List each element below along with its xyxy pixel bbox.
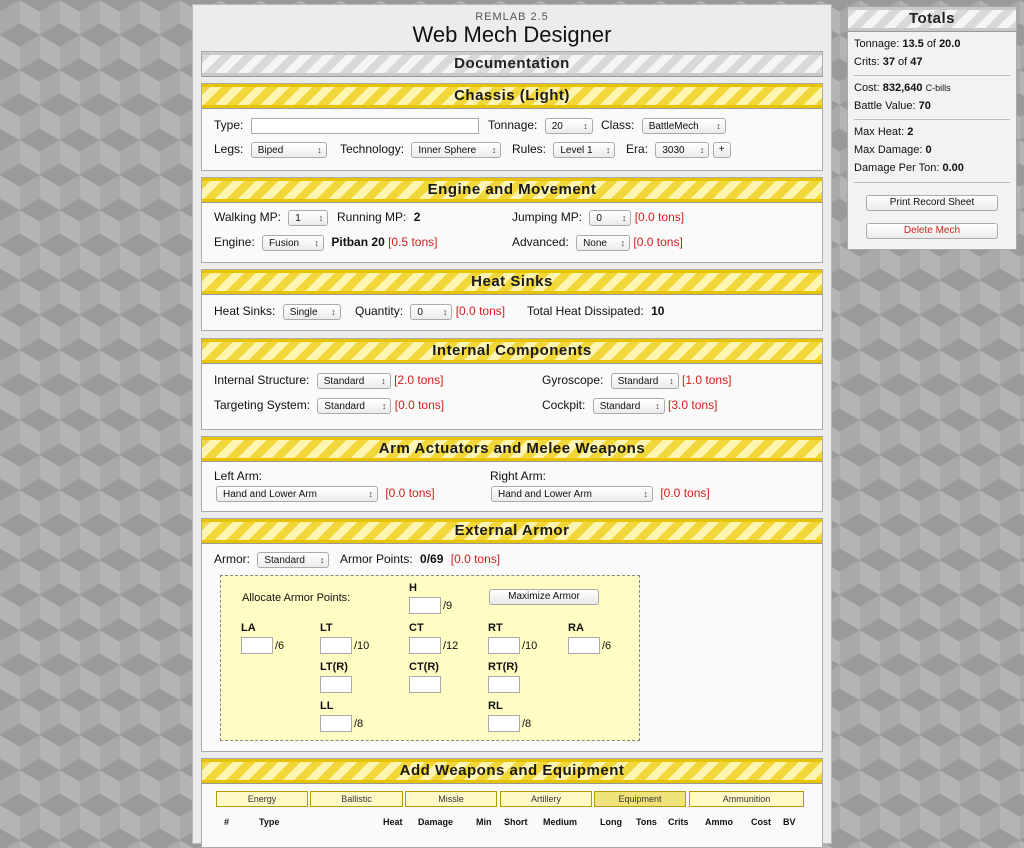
structure-select[interactable]: Standard ↕ bbox=[317, 373, 391, 389]
engine-section bbox=[201, 177, 823, 263]
armor-type-select[interactable]: Standard ↕ bbox=[257, 552, 329, 568]
totals-bv-value: 70 bbox=[918, 100, 931, 112]
col-long: Long bbox=[600, 817, 622, 827]
heatsink-qty-label: Quantity: bbox=[355, 304, 404, 319]
col-tons: Tons bbox=[636, 817, 657, 827]
technology-row bbox=[340, 142, 501, 158]
era-label: Era: bbox=[626, 142, 649, 157]
col-short: Short bbox=[504, 817, 528, 827]
armor-loc-ra bbox=[568, 622, 611, 654]
totals-dpt bbox=[854, 162, 964, 174]
allocate-label: Allocate Armor Points: bbox=[242, 592, 351, 604]
col-type: Type bbox=[259, 817, 280, 827]
right-arm-tons: [0.0 tons] bbox=[660, 486, 710, 501]
tab-artillery[interactable]: Artillery bbox=[500, 791, 592, 807]
armor-loc-ll-label: LL bbox=[320, 700, 334, 712]
app-version: REMLAB 2.5 bbox=[475, 11, 549, 23]
armor-allocation-panel bbox=[220, 575, 640, 741]
armor-loc-rt-label: RT bbox=[488, 622, 503, 634]
walking-select[interactable]: 1 ↕ bbox=[288, 210, 328, 226]
totals-crits-max: 47 bbox=[910, 56, 923, 68]
totals-divider bbox=[854, 75, 1010, 76]
totals-maxheat-value: 2 bbox=[907, 126, 914, 138]
totals-cost-label: Cost: bbox=[854, 82, 880, 94]
armor-rtr-input[interactable] bbox=[488, 676, 520, 693]
legs-row bbox=[214, 142, 327, 158]
era-add-button[interactable]: + bbox=[713, 142, 731, 158]
engine-select[interactable]: Fusion ↕ bbox=[262, 235, 324, 251]
armor-loc-rtr-label: RT(R) bbox=[488, 661, 518, 673]
armor-ll-max: /8 bbox=[354, 717, 364, 730]
targeting-label: Targeting System: bbox=[214, 398, 311, 413]
tonnage-select[interactable]: 20 ↕ bbox=[545, 118, 593, 134]
walking-label: Walking MP: bbox=[214, 210, 281, 225]
armor-points-value: 0/69 bbox=[420, 552, 444, 566]
totals-crits-label: Crits: bbox=[854, 56, 880, 68]
jumping-label: Jumping MP: bbox=[512, 210, 583, 225]
structure-row bbox=[214, 373, 443, 389]
running-row bbox=[337, 210, 420, 224]
armor-lt-input[interactable] bbox=[320, 637, 352, 654]
col-damage: Damage bbox=[418, 817, 454, 827]
tonnage-label: Tonnage: bbox=[488, 118, 538, 133]
armor-loc-ltr-label: LT(R) bbox=[320, 661, 348, 673]
armor-loc-lt bbox=[320, 622, 369, 654]
armor-loc-ctr-label: CT(R) bbox=[409, 661, 439, 673]
running-label: Running MP: bbox=[337, 210, 407, 224]
armor-type-label: Armor: bbox=[214, 552, 250, 567]
right-arm-label: Right Arm: bbox=[490, 469, 547, 483]
technology-select[interactable]: Inner Sphere ↕ bbox=[411, 142, 501, 158]
armor-title: External Armor bbox=[202, 519, 822, 544]
jumping-select[interactable]: 0 ↕ bbox=[589, 210, 631, 226]
cockpit-row bbox=[542, 398, 717, 414]
armor-ra-input[interactable] bbox=[568, 637, 600, 654]
left-arm-select[interactable]: Hand and Lower Arm ↕ bbox=[216, 486, 378, 502]
heatsink-type-label: Heat Sinks: bbox=[214, 304, 276, 319]
totals-bv-label: Battle Value: bbox=[854, 100, 916, 112]
armor-ltr-input[interactable] bbox=[320, 676, 352, 693]
armor-lt-max: /10 bbox=[354, 639, 370, 652]
totals-tonnage-of: of bbox=[926, 38, 936, 50]
legs-select[interactable]: Biped ↕ bbox=[251, 142, 327, 158]
tab-ammunition[interactable]: Ammunition bbox=[689, 791, 804, 807]
tonnage-row bbox=[488, 118, 593, 134]
type-input[interactable] bbox=[251, 118, 479, 134]
armor-rl-max: /8 bbox=[522, 717, 532, 730]
cockpit-label: Cockpit: bbox=[542, 398, 586, 413]
arms-title: Arm Actuators and Melee Weapons bbox=[202, 437, 822, 462]
totals-maxdmg bbox=[854, 144, 932, 156]
totals-cost bbox=[854, 82, 951, 94]
armor-loc-ll bbox=[320, 700, 363, 732]
legs-label: Legs: bbox=[214, 142, 244, 157]
heatsink-qty-select[interactable]: 0 ↕ bbox=[410, 304, 452, 320]
jumping-row bbox=[512, 210, 684, 226]
col-crits: Crits bbox=[668, 817, 689, 827]
left-arm-tons: [0.0 tons] bbox=[385, 486, 435, 501]
targeting-row bbox=[214, 398, 444, 414]
armor-type-row bbox=[214, 552, 329, 568]
armor-ll-input[interactable] bbox=[320, 715, 352, 732]
app-title: Web Mech Designer bbox=[412, 22, 612, 47]
totals-tonnage-label: Tonnage: bbox=[854, 38, 900, 50]
armor-points-label: Armor Points: bbox=[340, 552, 413, 566]
totals-crits bbox=[854, 56, 923, 68]
totals-bv bbox=[854, 100, 931, 112]
armor-loc-rt bbox=[488, 622, 537, 654]
tab-equipment[interactable]: Equipment bbox=[594, 791, 686, 807]
col-heat: Heat bbox=[383, 817, 403, 827]
col-bv: BV bbox=[783, 817, 796, 827]
class-select[interactable]: BattleMech ↕ bbox=[642, 118, 726, 134]
totals-crits-value: 37 bbox=[882, 56, 895, 68]
totals-tonnage bbox=[854, 38, 960, 50]
class-label: Class: bbox=[601, 118, 635, 133]
armor-h-max: /9 bbox=[443, 599, 453, 612]
weapons-title: Add Weapons and Equipment bbox=[202, 759, 822, 784]
armor-loc-lt-label: LT bbox=[320, 622, 333, 634]
engine-tons: [0.5 tons] bbox=[388, 235, 438, 250]
walking-row bbox=[214, 210, 328, 226]
chassis-section bbox=[201, 83, 823, 171]
armor-loc-h bbox=[409, 582, 452, 614]
gyro-label: Gyroscope: bbox=[542, 373, 604, 388]
armor-loc-la-label: LA bbox=[241, 622, 256, 634]
internal-title: Internal Components bbox=[202, 339, 822, 364]
armor-section bbox=[201, 518, 823, 752]
documentation-title[interactable]: Documentation bbox=[202, 52, 822, 77]
left-arm-row bbox=[216, 486, 435, 502]
totals-title: Totals bbox=[848, 7, 1016, 32]
armor-loc-ra-label: RA bbox=[568, 622, 584, 634]
left-arm-label: Left Arm: bbox=[214, 469, 263, 483]
totals-maxdmg-label: Max Damage: bbox=[854, 144, 923, 156]
right-arm-row bbox=[491, 486, 710, 502]
totals-cost-unit: C-bills bbox=[925, 83, 951, 93]
weapons-section bbox=[201, 758, 823, 848]
jumping-tons: [0.0 tons] bbox=[634, 210, 685, 225]
advanced-select[interactable]: None ↕ bbox=[576, 235, 630, 251]
armor-loc-ct-label: CT bbox=[409, 622, 424, 634]
col-count: # bbox=[224, 817, 230, 827]
heat-dissipated-label: Total Heat Dissipated: bbox=[527, 304, 644, 318]
structure-label: Internal Structure: bbox=[214, 373, 310, 388]
tab-missle[interactable]: Missle bbox=[405, 791, 497, 807]
totals-panel bbox=[847, 6, 1017, 250]
engine-title: Engine and Movement bbox=[202, 178, 822, 203]
rules-select[interactable]: Level 1 ↕ bbox=[553, 142, 615, 158]
col-cost: Cost bbox=[751, 817, 771, 827]
armor-ra-max: /6 bbox=[602, 639, 612, 652]
totals-maxheat bbox=[854, 126, 913, 138]
armor-loc-rl-label: RL bbox=[488, 700, 503, 712]
armor-points-row bbox=[340, 552, 500, 566]
delete-mech-button[interactable]: Delete Mech bbox=[866, 223, 998, 239]
armor-la-input[interactable] bbox=[241, 637, 273, 654]
heatsinks-title: Heat Sinks bbox=[202, 270, 822, 295]
gyro-select[interactable]: Standard ↕ bbox=[611, 373, 679, 389]
heatsink-type-row bbox=[214, 304, 341, 320]
totals-tonnage-value: 13.5 bbox=[902, 38, 924, 50]
col-min: Min bbox=[476, 817, 492, 827]
armor-loc-ct bbox=[409, 622, 458, 654]
armor-rl-input[interactable] bbox=[488, 715, 520, 732]
totals-crits-of: of bbox=[898, 56, 908, 68]
armor-loc-la bbox=[241, 622, 284, 654]
heatsink-qty-tons: [0.0 tons] bbox=[455, 304, 506, 319]
type-label: Type: bbox=[214, 118, 244, 133]
gyro-row bbox=[542, 373, 731, 389]
armor-points-tons: [0.0 tons] bbox=[450, 552, 501, 566]
arms-section bbox=[201, 436, 823, 512]
internal-section bbox=[201, 338, 823, 430]
engine-label: Engine: bbox=[214, 235, 255, 250]
technology-label: Technology: bbox=[340, 142, 405, 157]
cockpit-select[interactable]: Standard ↕ bbox=[593, 398, 665, 414]
rules-label: Rules: bbox=[512, 142, 547, 157]
armor-la-max: /6 bbox=[275, 639, 285, 652]
targeting-tons: [0.0 tons] bbox=[394, 398, 445, 413]
heatsink-qty-row bbox=[355, 304, 505, 320]
chassis-title: Chassis (Light) bbox=[202, 84, 822, 109]
totals-tonnage-max: 20.0 bbox=[939, 38, 961, 50]
rules-row bbox=[512, 142, 615, 158]
era-select[interactable]: 3030 ↕ bbox=[655, 142, 709, 158]
armor-loc-rtr bbox=[488, 661, 520, 693]
armor-ctr-input[interactable] bbox=[409, 676, 441, 693]
totals-cost-value: 832,640 bbox=[882, 82, 923, 94]
armor-loc-rl bbox=[488, 700, 531, 732]
col-medium: Medium bbox=[543, 817, 578, 827]
class-row bbox=[601, 118, 726, 134]
chassis-type-row bbox=[214, 118, 479, 134]
maximize-armor-button[interactable]: Maximize Armor bbox=[489, 589, 599, 605]
engine-row bbox=[214, 235, 437, 251]
maximize-armor-wrap bbox=[489, 589, 599, 605]
heatsink-type-select[interactable]: Single ↕ bbox=[283, 304, 341, 320]
designer-panel bbox=[192, 4, 832, 844]
totals-dpt-label: Damage Per Ton: bbox=[854, 162, 940, 174]
gyro-tons: [1.0 tons] bbox=[682, 373, 732, 388]
targeting-select[interactable]: Standard ↕ bbox=[317, 398, 391, 414]
totals-maxheat-label: Max Heat: bbox=[854, 126, 905, 138]
armor-loc-ltr bbox=[320, 661, 352, 693]
armor-rt-max: /10 bbox=[522, 639, 538, 652]
era-row bbox=[626, 142, 731, 158]
armor-h-input[interactable] bbox=[409, 597, 441, 614]
totals-dpt-value: 0.00 bbox=[942, 162, 964, 174]
heat-dissipated-row bbox=[527, 304, 664, 318]
tab-ballistic[interactable]: Ballistic bbox=[310, 791, 403, 807]
running-value: 2 bbox=[413, 210, 421, 224]
cockpit-tons: [3.0 tons] bbox=[668, 398, 718, 413]
advanced-tons: [0.0 tons] bbox=[633, 235, 683, 250]
right-arm-select[interactable]: Hand and Lower Arm ↕ bbox=[491, 486, 653, 502]
engine-name: Pitban 20 bbox=[331, 235, 385, 250]
armor-loc-h-label: H bbox=[409, 582, 417, 594]
col-ammo: Ammo bbox=[705, 817, 734, 827]
armor-loc-ctr bbox=[409, 661, 441, 693]
app-header bbox=[193, 5, 831, 46]
heat-dissipated-value: 10 bbox=[651, 304, 665, 318]
totals-maxdmg-value: 0 bbox=[925, 144, 932, 156]
print-record-sheet-button[interactable]: Print Record Sheet bbox=[866, 195, 998, 211]
totals-divider bbox=[854, 119, 1010, 120]
structure-tons: [2.0 tons] bbox=[394, 373, 444, 388]
heatsinks-section bbox=[201, 269, 823, 331]
totals-divider bbox=[854, 182, 1010, 183]
documentation-section[interactable] bbox=[201, 51, 823, 77]
advanced-label: Advanced: bbox=[512, 235, 569, 250]
tab-energy[interactable]: Energy bbox=[216, 791, 308, 807]
armor-ct-max: /12 bbox=[443, 639, 459, 652]
armor-ct-input[interactable] bbox=[409, 637, 441, 654]
advanced-row bbox=[512, 235, 683, 251]
armor-rt-input[interactable] bbox=[488, 637, 520, 654]
